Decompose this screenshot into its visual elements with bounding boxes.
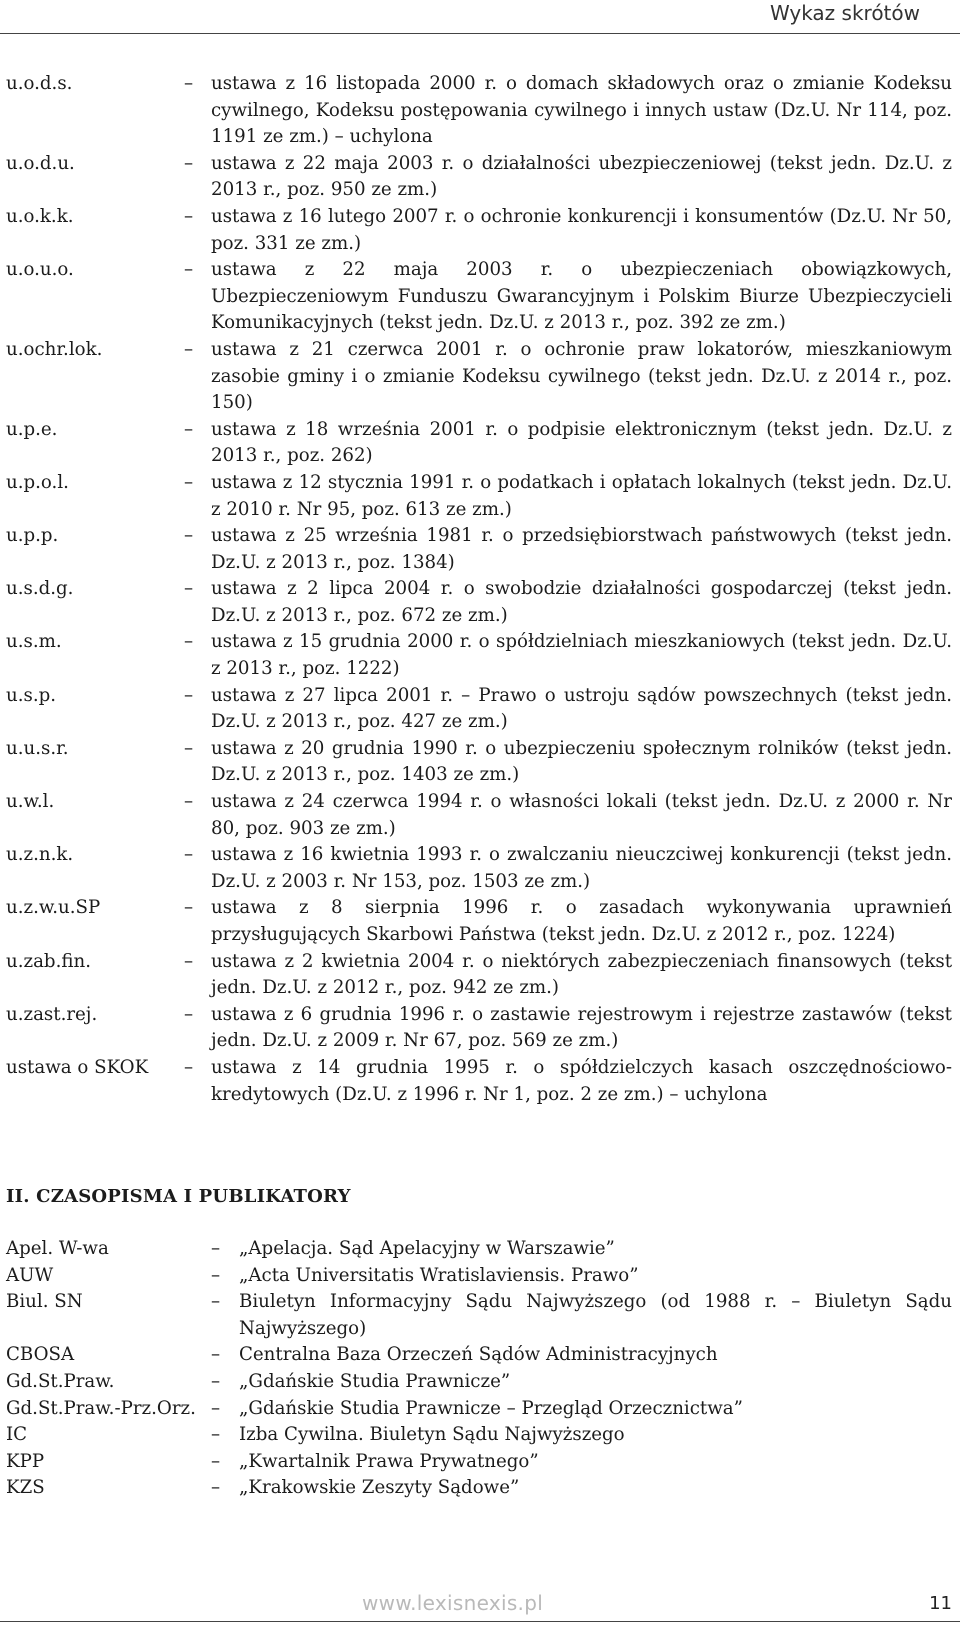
entry-description: ustawa z 27 lipca 2001 r. – Prawo o ustroju sądów powszechnych (tekst jedn. Dz.U. z 2013 r., poz. 427 ze zm.) [211,684,952,733]
entry-description: ustawa z 8 sierpnia 1996 r. o zasadach wykonywania uprawnień przysługujących Skarbowi Państwa (tekst jedn. Dz.U. z 2012 r., poz. 1224) [211,897,952,945]
abbreviation-entry [6,736,952,789]
abbreviation-entry [6,204,952,257]
entry-term: u.s.p. [6,684,57,706]
entry-description: „Gdańskie Studia Prawnicze” [239,1370,511,1392]
abbreviation-entry [6,470,952,523]
entry-term: CBOSA [6,1344,75,1366]
entry-dash: – [184,73,194,94]
entry-description: ustawa z 24 czerwca 1994 r. o własności lokali (tekst jedn. Dz.U. z 2000 r. Nr 80, poz. 903 ze zm.) [211,791,952,839]
entry-dash: – [211,1370,221,1392]
entry-term: AUW [6,1264,54,1286]
publication-entry [6,1236,952,1263]
entry-description: ustawa z 16 kwietnia 1993 r. o zwalczaniu nieuczciwej konkurencji (tekst jedn. Dz.U. z 2003 r. Nr 153, poz. 1503 ze zm.) [211,844,952,892]
entry-term: Gd.St.Praw.-Prz.Orz. [6,1397,196,1419]
entry-term: u.o.d.u. [6,152,75,174]
footer-url: www.lexisnexis.pl [362,1591,544,1615]
abbreviation-entry [6,417,952,470]
entry-description: ustawa z 16 listopada 2000 r. o domach składowych oraz o zmianie Kodeksu cywilnego, Kodeksu postępowania cywilnego i innych ustaw (Dz.U. Nr 114, poz. 1191 ze zm.) – uchylona [211,73,952,148]
abbreviation-entry [6,629,952,682]
running-header: Wykaz skrótów [769,1,920,25]
entry-term: u.p.o.l. [6,471,69,493]
entry-dash: – [184,525,194,547]
entry-term: u.u.s.r. [6,737,69,759]
publication-entry [6,1289,952,1342]
entry-description: ustawa z 14 grudnia 1995 r. o spółdzielczych kasach oszczędnościowo-kredytowych (Dz.U. z 1996 r. Nr 1, poz. 2 ze zm.) – uchylona [211,1056,952,1105]
entry-description: „Apelacja. Sąd Apelacyjny w Warszawie” [239,1238,615,1259]
entry-description: Centralna Baza Orzeczeń Sądów Administracyjnych [239,1344,718,1366]
entry-dash: – [184,950,194,972]
abbreviation-entry [6,949,952,1002]
entry-term: u.o.d.s. [6,73,73,94]
entry-description: ustawa z 2 kwietnia 2004 r. o niektórych zabezpieczeniach finansowych (tekst jedn. Dz.U. z 2012 r., poz. 942 ze zm.) [211,950,952,999]
abbreviation-entry [6,257,952,337]
entry-term: u.p.p. [6,525,59,547]
entry-description: „Acta Universitatis Wratislaviensis. Prawo” [239,1264,639,1286]
header-divider [0,33,960,34]
entry-dash: – [184,897,194,919]
entry-term: u.zab.fin. [6,950,91,972]
entry-description: Biuletyn Informacyjny Sądu Najwyższego (od 1988 r. – Biuletyn Sądu Najwyższego) [239,1291,952,1339]
abbreviation-entry [6,337,952,417]
abbreviation-entry [6,151,952,204]
entry-term: u.o.u.o. [6,259,74,281]
entry-term: u.z.w.u.SP [6,897,101,919]
entry-description: ustawa z 21 czerwca 2001 r. o ochronie praw lokatorów, mieszkaniowym zasobie gminy i o zmianie Kodeksu cywilnego (tekst jedn. Dz.U. z 2014 r., poz. 150) [211,338,952,414]
entry-description: ustawa z 2 lipca 2004 r. o swobodzie działalności gospodarczej (tekst jedn. Dz.U. z 2013 r., poz. 672 ze zm.) [211,578,952,626]
entry-dash: – [184,631,194,653]
entry-term: u.p.e. [6,418,58,440]
entry-description: ustawa z 15 grudnia 2000 r. o spółdzielniach mieszkaniowych (tekst jedn. Dz.U. z 2013 r., poz. 1222) [211,631,952,680]
abbreviation-entry [6,842,952,895]
abbreviation-entry [6,683,952,736]
publication-entry [6,1422,952,1449]
abbreviation-entry [6,1055,952,1108]
entry-term: u.o.k.k. [6,205,74,227]
entry-dash: – [184,471,194,493]
entry-term: Gd.St.Praw. [6,1370,115,1392]
entry-term: Biul. SN [6,1291,83,1313]
entry-description: ustawa z 12 stycznia 1991 r. o podatkach i opłatach lokalnych (tekst jedn. Dz.U. z 2010 r. Nr 95, poz. 613 ze zm.) [211,471,952,520]
entry-dash: – [184,1056,194,1078]
publication-entry [6,1449,952,1476]
entry-term: KPP [6,1450,45,1472]
entry-dash: – [184,152,194,174]
publication-entry [6,1396,952,1423]
entry-term: u.z.n.k. [6,844,74,866]
entry-dash: – [184,578,194,600]
entry-description: ustawa z 22 maja 2003 r. o działalności ubezpieczeniowej (tekst jedn. Dz.U. z 2013 r., poz. 950 ze zm.) [211,152,952,201]
entry-dash: – [184,1003,194,1025]
entry-term: u.zast.rej. [6,1003,98,1025]
publication-entry [6,1475,952,1502]
entry-dash: – [184,205,194,227]
entry-description: ustawa z 6 grudnia 1996 r. o zastawie rejestrowym i rejestrze zastawów (tekst jedn. Dz.U. z 2009 r. Nr 67, poz. 569 ze zm.) [211,1003,952,1052]
abbreviation-entry [6,789,952,842]
entry-dash: – [211,1238,221,1259]
page-number: 11 [929,1593,952,1614]
publication-entry [6,1342,952,1369]
entry-description: ustawa z 22 maja 2003 r. o ubezpieczeniach obowiązkowych, Ubezpieczeniowym Funduszu Gwarancyjnym i Polskim Biurze Ubezpieczycieli Komunikacyjnych (tekst jedn. Dz.U. z 2013 r., poz. 392 ze zm.) [211,259,952,334]
entry-dash: – [211,1424,221,1446]
entry-dash: – [211,1344,221,1366]
entry-term: u.s.m. [6,631,62,653]
section-title: II. CZASOPISMA I PUBLIKATORY [6,1186,351,1207]
entry-term: ustawa o SKOK [6,1056,149,1078]
abbreviation-entry [6,576,952,629]
abbreviation-list [6,71,952,1108]
entry-dash: – [211,1291,221,1313]
entry-description: ustawa z 20 grudnia 1990 r. o ubezpieczeniu społecznym rolników (tekst jedn. Dz.U. z 2013 r., poz. 1403 ze zm.) [211,737,952,786]
publication-entry [6,1369,952,1396]
entry-dash: – [184,844,194,866]
entry-term: u.ochr.lok. [6,338,103,360]
abbreviation-entry [6,523,952,576]
entry-dash: – [184,791,194,813]
entry-dash: – [184,418,194,440]
entry-term: KZS [6,1477,45,1499]
entry-description: „Gdańskie Studia Prawnicze – Przegląd Orzecznictwa” [239,1397,743,1419]
publication-list [6,1236,952,1502]
footer-divider [0,1621,960,1622]
abbreviation-entry [6,71,952,151]
entry-dash: – [211,1397,221,1419]
entry-description: Izba Cywilna. Biuletyn Sądu Najwyższego [239,1424,625,1446]
entry-description: ustawa z 16 lutego 2007 r. o ochronie konkurencji i konsumentów (Dz.U. Nr 50, poz. 331 ze zm.) [211,205,952,254]
entry-description: „Krakowskie Zeszyty Sądowe” [239,1477,520,1499]
entry-dash: – [211,1477,221,1499]
publication-entry [6,1263,952,1290]
entry-dash: – [211,1450,221,1472]
entry-term: Apel. W-wa [6,1238,109,1259]
entry-term: u.s.d.g. [6,578,74,600]
entry-term: u.w.l. [6,791,55,813]
entry-dash: – [184,338,194,360]
abbreviation-entry [6,895,952,948]
entry-dash: – [211,1264,221,1286]
entry-dash: – [184,259,194,281]
abbreviation-entry [6,1002,952,1055]
entry-dash: – [184,737,194,759]
entry-description: „Kwartalnik Prawa Prywatnego” [239,1450,539,1472]
entry-description: ustawa z 25 września 1981 r. o przedsiębiorstwach państwowych (tekst jedn. Dz.U. z 2013 r., poz. 1384) [211,525,952,573]
entry-term: IC [6,1424,28,1446]
entry-description: ustawa z 18 września 2001 r. o podpisie elektronicznym (tekst jedn. Dz.U. z 2013 r., poz. 262) [211,418,952,467]
entry-dash: – [184,684,194,706]
